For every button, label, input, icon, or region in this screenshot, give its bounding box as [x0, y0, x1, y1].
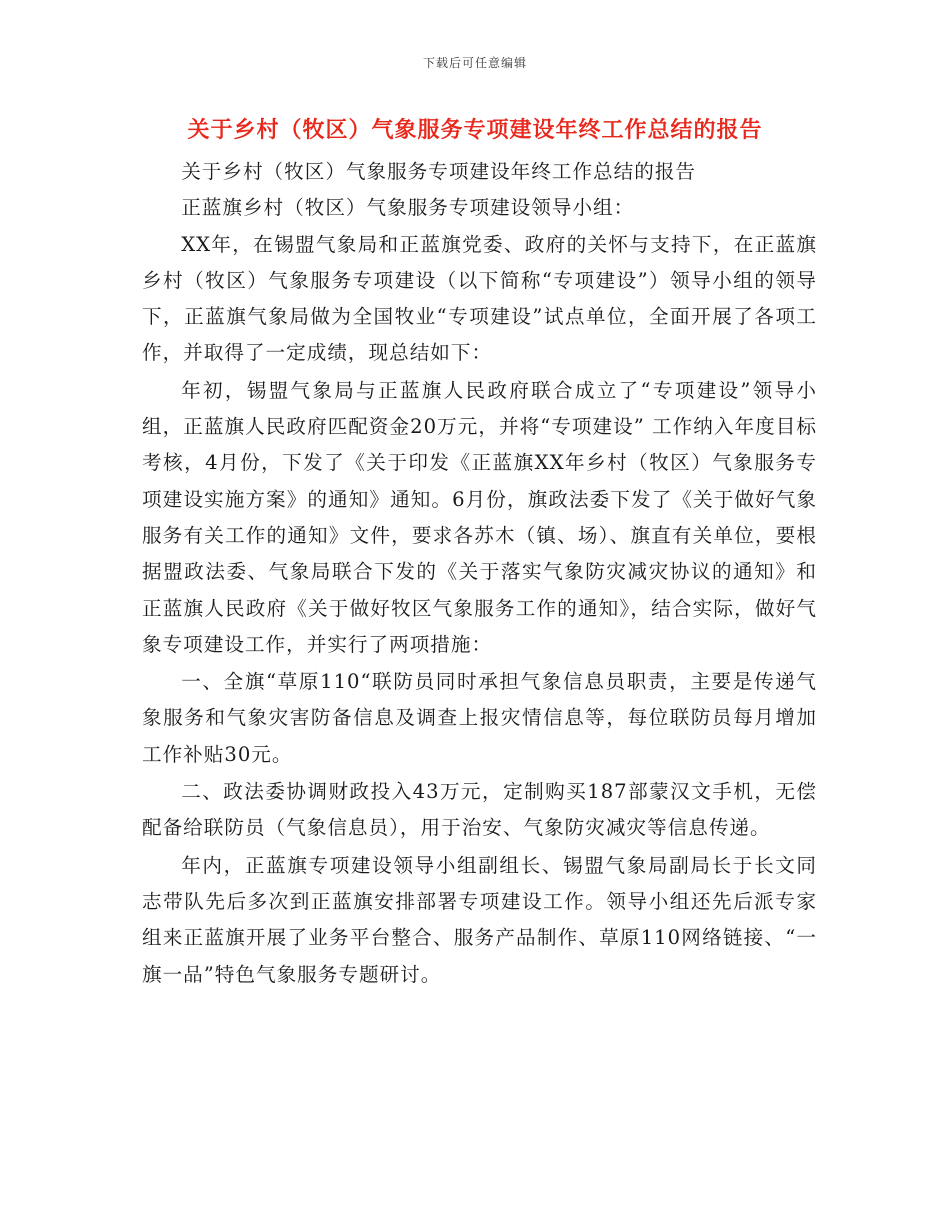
paragraph-measures: 年初，锡盟气象局与正蓝旗人民政府联合成立了“专项建设”领导小组，正蓝旗人民政府匹配资金20万元，并将“专项建设” 工作纳入年度目标考核，4月份，下发了《关于印发《正蓝旗XX年乡村（牧区）气象服务专项建设实施方案》的通知》通知。6月份，旗政法委下发了《关于做好气象服务有关工作的通知》文件，要求各苏木（镇、场）、旗直有关单位，要根据盟政法委、气象局联合下发的《关于落实气象防灾减灾协议的通知》和正蓝旗人民政府《关于做好牧区气象服务工作的通知》，结合实际，做好气象专项建设工作，并实行了两项措施： [142, 378, 817, 656]
document-title: 关于乡村（牧区）气象服务专项建设年终工作总结的报告 [187, 117, 763, 143]
paragraph-leadership: 年内，正蓝旗专项建设领导小组副组长、锡盟气象局副局长于长文同志带队先后多次到正蓝旗安排部署专项建设工作。领导小组还先后派专家组来正蓝旗开展了业务平台整合、服务产品制作、草原110网络链接、“一旗一品”特色气象服务专题研讨。 [142, 853, 817, 986]
paragraph-addressee: 正蓝旗乡村（牧区）气象服务专项建设领导小组： [181, 196, 635, 220]
paragraph-measure-two: 二、政法委协调财政投入43万元，定制购买187部蒙汉文手机，无偿配备给联防员（气象信息员），用于治安、气象防灾减灾等信息传递。 [142, 780, 817, 840]
document-body [142, 154, 817, 993]
paragraph-intro: XX年，在锡盟气象局和正蓝旗党委、政府的关怀与支持下，在正蓝旗乡村（牧区）气象服务专项建设（以下简称“专项建设”）领导小组的领导下，正蓝旗气象局做为全国牧业“专项建设”试点单位，全面开展了各项工作，并取得了一定成绩，现总结如下： [142, 232, 817, 365]
page-header-note: 下载后可任意编辑 [422, 56, 527, 70]
paragraph-subtitle: 关于乡村（牧区）气象服务专项建设年终工作总结的报告 [181, 160, 697, 183]
paragraph-measure-one: 一、全旗“草原110“联防员同时承担气象信息员职责，主要是传递气象服务和气象灾害防备信息及调查上报灾情信息等，每位联防员每月增加工作补贴30元。 [142, 670, 817, 766]
